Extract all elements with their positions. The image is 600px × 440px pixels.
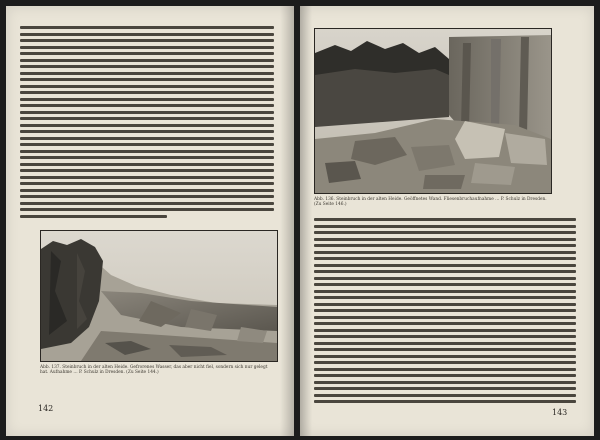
right-figure-caption: Abb. 136. Steinbruch in der alten Heide. Geöffnetes Wand. Fliesenbruchaufnahme … P. Schulz in Dresden. (Zu Seite 146.) bbox=[314, 197, 547, 208]
right-page bbox=[300, 6, 594, 436]
quarry-image bbox=[41, 231, 277, 361]
left-figure-caption: Abb. 137. Steinbruch in der alten Heide. Gefrorenes Wasser, das aber nicht fiel, sondern sich nur gelegt hat. Aufnahme … P. Schulz in Dresden. (Zu Seite 144.) bbox=[40, 365, 268, 376]
quarry-photo-left bbox=[40, 230, 278, 362]
quarry-photo-right bbox=[314, 28, 552, 194]
right-body-text bbox=[314, 218, 576, 404]
quarry-image bbox=[315, 29, 551, 193]
left-page bbox=[6, 6, 294, 436]
right-page-number: 143 bbox=[552, 408, 568, 417]
left-page-number: 142 bbox=[38, 404, 54, 413]
left-body-text bbox=[20, 26, 274, 220]
